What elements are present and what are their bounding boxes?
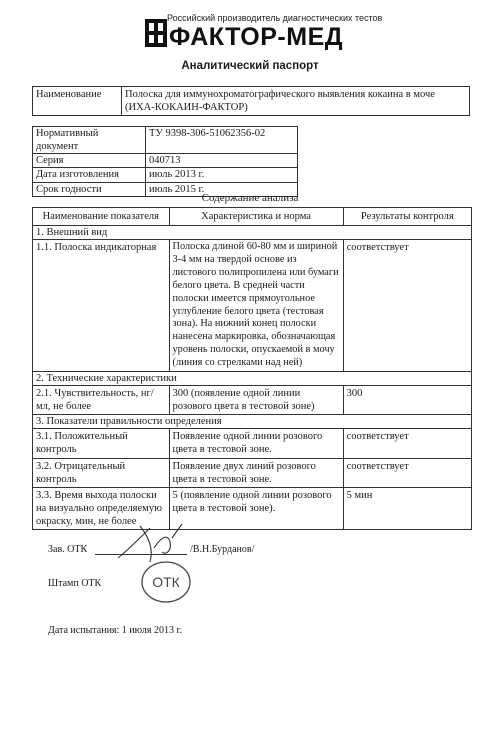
analysis-header-row (33, 208, 472, 226)
indicator-spec: 300 (появление одной линии розового цвета в тестовой зоне) (169, 385, 343, 414)
section-row (33, 226, 472, 240)
section-title: 1. Внешний вид (33, 226, 472, 240)
head-otk-name: /В.Н.Бурданов/ (190, 544, 255, 555)
brand-tagline: Российский производитель диагностических тестов (167, 13, 383, 23)
stamp-text: ОТК (152, 574, 180, 590)
product-name-value: Полоска для иммунохроматографического выявления кокаина в моче (ИХА-КОКАИН-ФАКТОР) (122, 87, 470, 116)
indicator-result: 5 мин (343, 487, 471, 529)
indicator-result: соответствует (343, 458, 471, 487)
analysis-table (32, 207, 472, 530)
doc-info-label: Дата изготовления (33, 168, 146, 182)
indicator-spec: Полоска длиной 60-80 мм и шириной 3-4 мм на твердой основе из листового полипропилена или бумаги белого цвета. В средней части полоски имеется прямоугольное углубление белого цвета (тестовая зона). На нижний конец полоски нанесена маркировка, обозначающая уровень полоски, опускаемой в мочу (линия со стрелками над ней) (169, 240, 343, 372)
section-title: 2. Технические характеристики (33, 371, 472, 385)
section-row (33, 371, 472, 385)
document-info-table (32, 126, 298, 197)
doc-info-row (33, 154, 298, 168)
company-logo (143, 12, 383, 52)
table-row (33, 429, 472, 458)
analysis-section-title: Содержание анализа (201, 192, 299, 204)
section-row (33, 415, 472, 429)
brand-name: ФАКТОР-МЕД (169, 23, 344, 51)
product-name-label: Наименование (33, 87, 122, 116)
column-header-name: Наименование показателя (33, 208, 170, 226)
indicator-result: соответствует (343, 429, 471, 458)
doc-info-label: Серия (33, 154, 146, 168)
indicator-name: 3.2. Отрицательный контроль (33, 458, 170, 487)
doc-info-label: Нормативный документ (33, 127, 146, 154)
indicator-result: 300 (343, 385, 471, 414)
indicator-name: 1.1. Полоска индикаторная (33, 240, 170, 372)
stamp-label: Штамп ОТК (48, 578, 102, 589)
indicator-result: соответствует (343, 240, 471, 372)
doc-info-value: июль 2015 г. (146, 182, 298, 196)
indicator-name: 3.1. Положительный контроль (33, 429, 170, 458)
test-date: Дата испытания: 1 июля 2013 г. (48, 625, 182, 636)
table-row (33, 458, 472, 487)
indicator-name: 2.1. Чувствительность, нг/мл, не более (33, 385, 170, 414)
indicator-spec: 5 (появление одной линии розового цвета в тестовой зоне). (169, 487, 343, 529)
indicator-name: 3.3. Время выхода полоски на визуально определяемую окраску, мин, не более (33, 487, 170, 529)
doc-info-row (33, 168, 298, 182)
head-otk-label: Зав. ОТК (48, 544, 88, 555)
doc-info-label: Срок годности (33, 182, 146, 196)
product-name-table (32, 86, 470, 116)
fm-logo-mark-icon (143, 16, 169, 50)
indicator-spec: Появление двух линий розового цвета в тестовой зоне. (169, 458, 343, 487)
column-header-spec: Характеристика и норма (169, 208, 343, 226)
document-title: Аналитический паспорт (181, 60, 319, 72)
table-row (33, 240, 472, 372)
indicator-spec: Появление одной линии розового цвета в тестовой зоне. (169, 429, 343, 458)
doc-info-value: ТУ 9398-306-51062356-02 (146, 127, 298, 154)
doc-info-value: 040713 (146, 154, 298, 168)
column-header-result: Результаты контроля (343, 208, 471, 226)
section-title: 3. Показатели правильности определения (33, 415, 472, 429)
table-row (33, 385, 472, 414)
table-row (33, 487, 472, 529)
product-name-row (33, 87, 470, 116)
doc-info-row (33, 127, 298, 154)
doc-info-value: июль 2013 г. (146, 168, 298, 182)
otk-stamp (140, 560, 192, 604)
